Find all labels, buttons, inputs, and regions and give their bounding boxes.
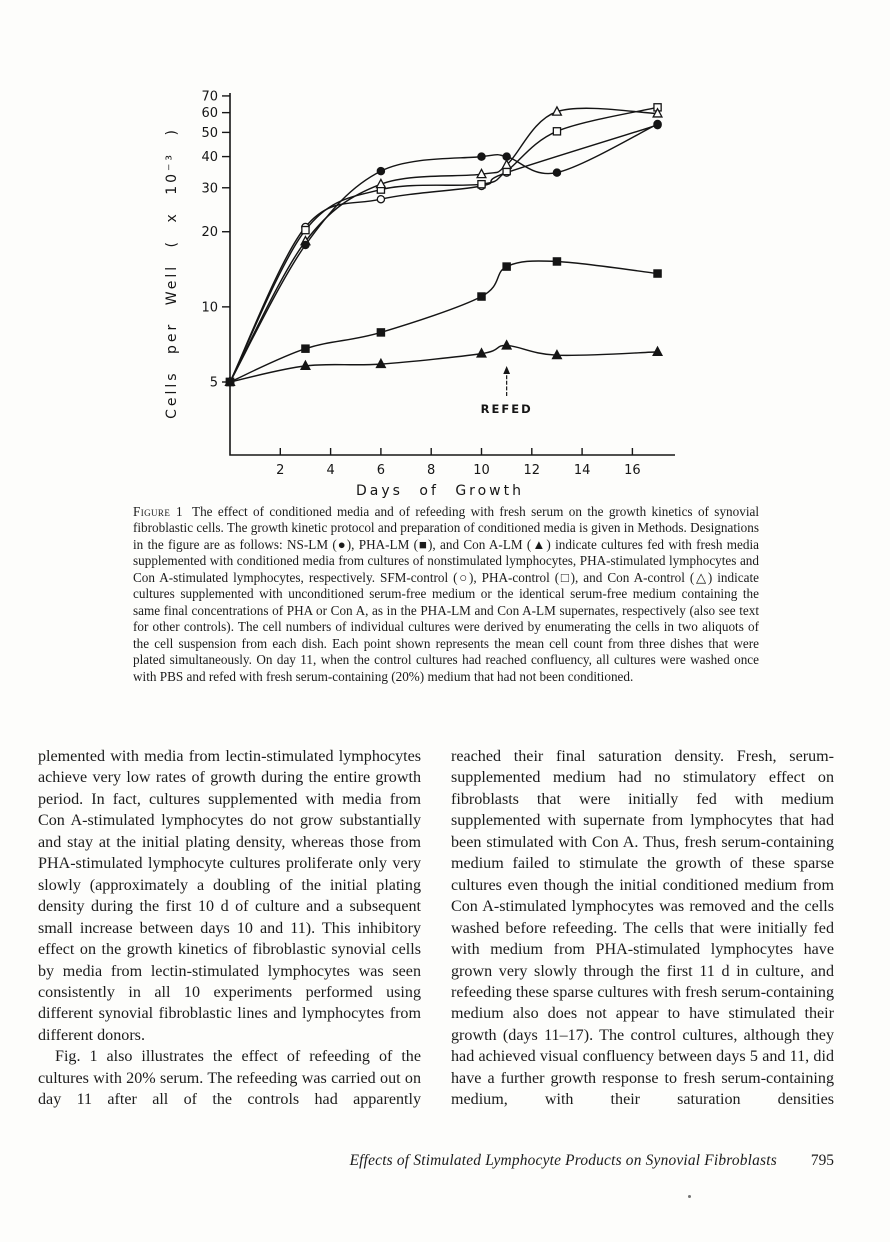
paragraph: plemented with media from lectin-stimulated lymphocytes achieve very low rates of growth during the entire growth period. In fact, cultures supplemented with media from Con A-stimulated lymphocytes do not grow substantially and stay at the initial plating density, whereas those from PHA-stimulated lymphocyte cultures proliferate only very slowly (approximately a doubling of the initial plating density during the first 10 d of culture and a subsequent small increase between days 10 and 11). This inhibitory effect on the growth kinetics of fibroblastic synovial cells by media from lectin-stimulated lymphocytes was seen consistently in all 10 experiments performed using different synovial fibroblastic lines and lymphocytes from different donors. (38, 748, 421, 1044)
refed-arrow-head (503, 366, 510, 374)
refed-label: REFED (480, 402, 533, 416)
filled-circle-marker (478, 153, 485, 160)
print-artifact-dot (688, 1195, 691, 1198)
open-square-marker (302, 227, 309, 234)
series-markers-PHA-LM (226, 258, 661, 386)
y-axis-ticks (201, 89, 230, 390)
filled-square-marker (654, 270, 661, 277)
x-axis-title: Days of Growth (355, 483, 525, 499)
series-line-PHA-LM (230, 261, 658, 382)
running-title: Effects of Stimulated Lymphocyte Products on Synovial Fibroblasts (349, 1152, 777, 1169)
y-tick-label: 40 (201, 150, 218, 166)
series-line-Con A-control (230, 108, 658, 382)
filled-circle-marker (654, 120, 661, 127)
axes (230, 93, 675, 455)
series-lines (230, 107, 658, 382)
series-markers-Con A-LM (226, 341, 662, 386)
body-text (38, 746, 834, 1111)
left-column (38, 746, 421, 1111)
x-tick-label: 12 (523, 463, 541, 478)
refed-annotation (481, 366, 533, 416)
paragraph: Fig. 1 also illustrates the effect of refeeding of the cultures with 20% serum. The refeeding was carried out on day 11 after all of the controls had apparently (38, 1048, 421, 1109)
open-square-marker (478, 181, 485, 188)
open-circle-marker (377, 196, 384, 203)
y-tick-label: 50 (201, 125, 218, 141)
x-axis-ticks (276, 448, 641, 478)
filled-square-marker (553, 258, 560, 265)
x-tick-label: 16 (624, 463, 641, 478)
y-tick-label: 70 (201, 89, 218, 105)
open-square-marker (553, 128, 560, 135)
y-tick-label: 20 (201, 225, 218, 241)
series-markers-Con A-control (226, 107, 662, 385)
series-line-NS-LM (230, 124, 658, 382)
page-footer (38, 1152, 834, 1170)
growth-kinetics-chart (130, 75, 690, 505)
y-tick-label: 60 (201, 106, 218, 122)
series-markers-SFM-control (226, 121, 661, 385)
series-markers-PHA-control (226, 104, 661, 386)
series-line-SFM-control (230, 125, 658, 382)
filled-square-marker (377, 329, 384, 336)
x-tick-label: 2 (276, 463, 285, 478)
filled-triangle-marker (653, 347, 662, 355)
page-number: 795 (810, 1152, 834, 1169)
series-markers-NS-LM (226, 120, 661, 385)
x-tick-label: 6 (376, 463, 386, 478)
filled-square-marker (302, 345, 309, 352)
series-line-Con A-LM (230, 345, 658, 382)
right-column (451, 746, 834, 1111)
y-tick-label: 5 (209, 375, 218, 391)
figure-caption (133, 504, 759, 685)
x-tick-label: 4 (326, 463, 335, 478)
y-tick-label: 30 (201, 181, 218, 197)
filled-circle-marker (553, 169, 560, 176)
paragraph: reached their final saturation density. Fresh, serum-supplemented medium had no stimulatory effect on fibroblasts that were initially fed with medium supplemented with supernate from lymphocytes that had been stimulated with Con A. Thus, fresh serum-containing medium failed to stimulate the growth of these sparse cultures even though the initial conditioned medium from Con A-stimulated lymphocytes was removed and the cells washed before refeeding. The cells that were initially fed with medium from PHA-stimulated lymphocytes have grown very slowly through the first 11 d in culture, and refeeding these sparse cultures with fresh serum-containing medium also does not appear to have stimulated their growth (days 11–17). The control cultures, although they had achieved visual confluency between days 5 and 11, did have a further growth response to fresh serum-containing medium, with their saturation densities (451, 748, 834, 1109)
figure-1-chart (130, 75, 690, 505)
figure-caption-text: The effect of conditioned media and of refeeding with fresh serum on the growth kinetics of synovial fibroblastic cells. The growth kinetic protocol and preparation of conditioned media is given in Methods. Designations in the figure are as follows: NS-LM (●), PHA-LM (■), and Con A-LM (▲) indicate cultures fed with fresh media supplemented with conditioned media from cultures of nonstimulated lymphocytes, PHA-stimulated lymphocytes and Con A-stimulated lymphocytes, respectively. SFM-control (○), PHA-control (□), and Con A-control (△) indicate cultures supplemented with unconditioned serum-free medium or the identical serum-free medium containing the same final concentrations of PHA or Con A, as in the PHA-LM and Con A-LM supernates, respectively (also see text for other controls). The cell numbers of individual cultures were derived by enumerating the cells in two aliquots of the cell suspension from each dish. Each point shown represents the mean cell count from three dishes that were plated simultaneously. On day 11, when the control cultures had reached confluency, all cultures were washed once with PBS and refed with fresh serum-containing (20%) medium that had not been conditioned. (133, 504, 759, 684)
filled-circle-marker (503, 153, 510, 160)
x-tick-label: 10 (473, 463, 490, 478)
x-tick-label: 8 (427, 463, 436, 478)
filled-square-marker (478, 293, 485, 300)
y-tick-label: 10 (201, 300, 218, 316)
filled-circle-marker (302, 241, 309, 248)
filled-circle-marker (377, 167, 384, 174)
filled-triangle-marker (502, 341, 511, 349)
filled-square-marker (503, 263, 510, 270)
x-tick-label: 14 (573, 463, 591, 478)
figure-caption-label: Figure 1 (133, 504, 184, 519)
y-axis-title: Cells per Well ( x 10⁻³ ) (164, 127, 180, 419)
